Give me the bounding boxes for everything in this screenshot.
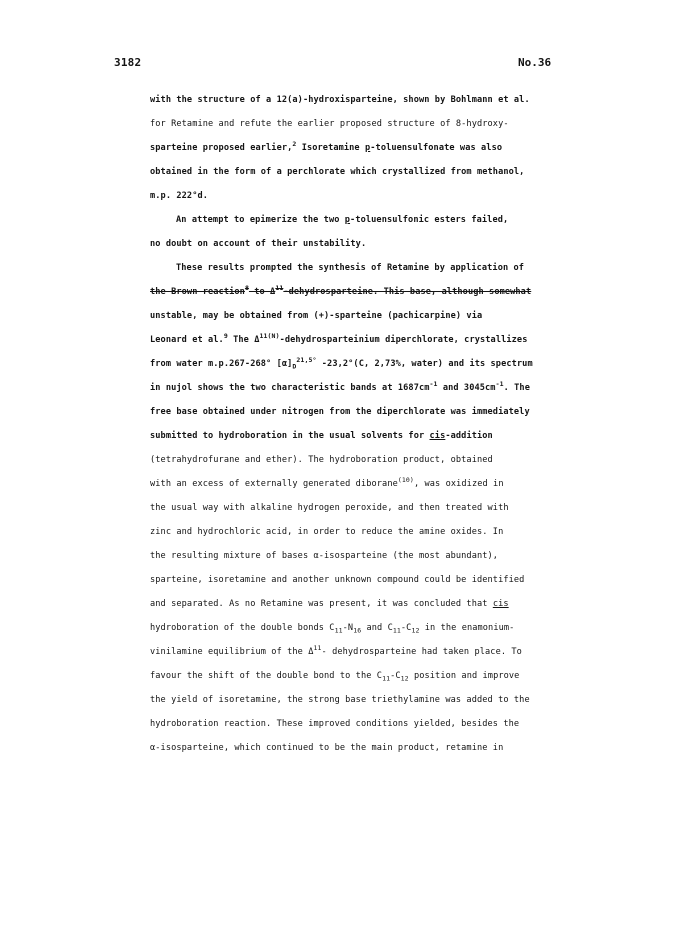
- text-line: zinc and hydrochloric acid, in order to reduce the amine oxides. In: [150, 527, 504, 537]
- text-line: sparteine proposed earlier,$^2$ Isoretamine p-toluensulfonate was also: [150, 140, 503, 153]
- text-line: and separated. As no Retamine was present, it was concluded that cis: [150, 599, 509, 609]
- text-line: from water m.p.267-268° $[\alpha]_D^{21,5^\circ}$ -23,2°(C, 2,73%, water) and its spectrum: [150, 356, 533, 371]
- text-line: α-isosparteine, which continued to be the main product, retamine in: [150, 743, 504, 753]
- text-line: the usual way with alkaline hydrogen peroxide, and then treated with: [150, 503, 509, 513]
- text-line: m.p. 222°d.: [150, 191, 209, 201]
- struck-text-line: the Brown reaction$^8$ to $\Delta^{11}$-dehydrosparteine. This base, although somewhat: [150, 284, 532, 297]
- page-number: 3182: [114, 56, 142, 69]
- text-line: obtained in the form of a perchlorate which crystallized from methanol,: [150, 167, 525, 177]
- text-line: Leonard et al.$^9$ The $\Delta^{11(N)}$-dehydrosparteinium diperchlorate, crystallizes: [150, 332, 528, 345]
- text-line: favour the shift of the double bond to the $C_{11}-C_{12}$ position and improve: [150, 671, 520, 683]
- text-line: for Retamine and refute the earlier proposed structure of 8-hydroxy-: [150, 119, 509, 129]
- text-line: unstable, may be obtained from (+)-sparteine (pachicarpine) via: [150, 311, 483, 321]
- text-line: (tetrahydrofurane and ether). The hydroboration product, obtained: [150, 455, 493, 465]
- text-line: submitted to hydroboration in the usual solvents for cis-addition: [150, 431, 493, 441]
- text-line: vinilamine equilibrium of the $\Delta^{11}-$ dehydrosparteine had taken place. To: [150, 644, 522, 657]
- text-line: no doubt on account of their unstability.: [150, 239, 367, 249]
- text-line: the yield of isoretamine, the strong base triethylamine was added to the: [150, 695, 530, 705]
- text-line: with an excess of externally generated diborane$^{(10)}$, was oxidized in: [150, 476, 504, 489]
- text-line: with the structure of a 12(a)-hydroxisparteine, shown by Bohlmann et al.: [150, 95, 530, 105]
- text-line: These results prompted the synthesis of Retamine by application of: [176, 263, 525, 273]
- text-line: hydroboration of the double bonds $C_{11}-N_{16}$ and $C_{11}-C_{12}$ in the enamonium-: [150, 623, 515, 635]
- body-text: [150, 88, 550, 760]
- text-line: sparteine, isoretamine and another unknown compound could be identified: [150, 575, 525, 585]
- issue-number: No.36: [518, 56, 552, 69]
- text-line: An attempt to epimerize the two p-toluensulfonic esters failed,: [176, 215, 509, 225]
- text-line: free base obtained under nitrogen from the diperchlorate was immediately: [150, 407, 530, 417]
- text-line: the resulting mixture of bases α-isosparteine (the most abundant),: [150, 551, 499, 561]
- text-line: in nujol shows the two characteristic bands at $1687cm^{-1}$ and $3045cm^{-1}$. The: [150, 380, 530, 393]
- text-line: hydroboration reaction. These improved conditions yielded, besides the: [150, 719, 520, 729]
